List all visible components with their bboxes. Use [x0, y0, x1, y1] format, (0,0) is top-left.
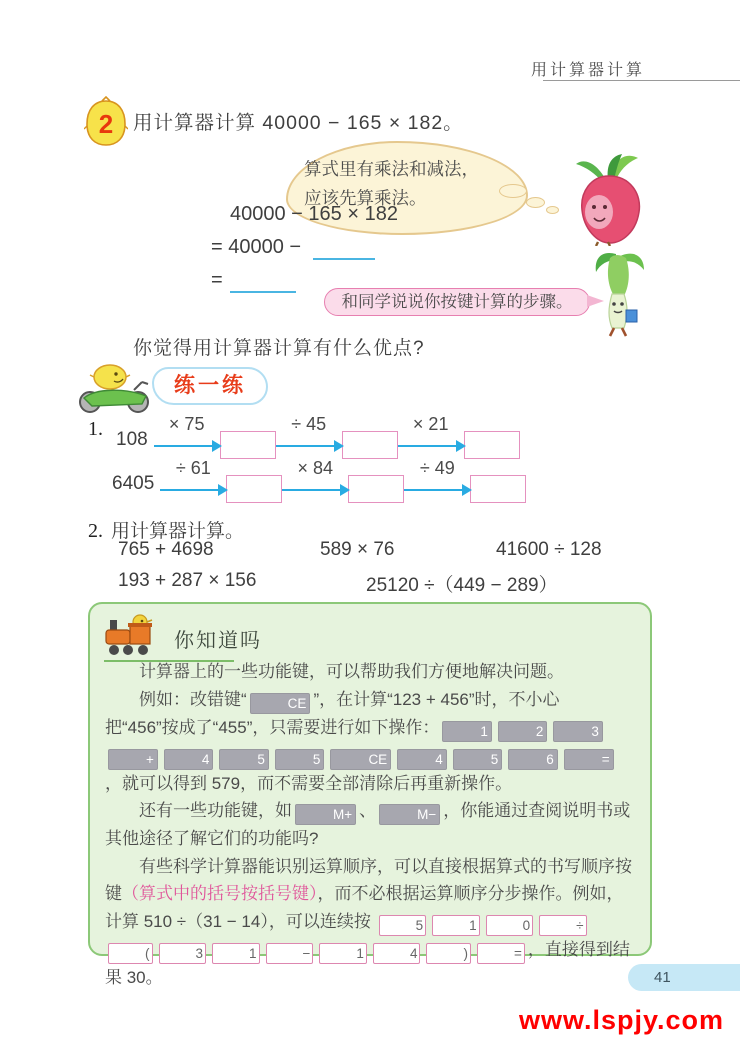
- answer-blank-line[interactable]: [313, 258, 375, 260]
- text-run: 计算器上的一些功能键，可以帮助我们方便地解决问题。: [139, 662, 564, 681]
- paragraph-2: [105, 686, 633, 798]
- flow-arrow: [154, 414, 220, 460]
- flow-row-2: [112, 456, 526, 504]
- work-line-3: =: [211, 269, 223, 291]
- text-run: 有些科学计算器能识别运算顺序，可以直接根据算式的书写顺序按键: [105, 856, 632, 903]
- text-run: ，你能通过查阅说明书或其他途径了解它们的功能吗?: [105, 801, 631, 848]
- exercise-2-title: 用计算器计算。: [111, 521, 245, 542]
- flow-arrow: [282, 458, 348, 504]
- text-run: 例如：改错键“: [139, 689, 247, 709]
- flow-start-value: 108: [116, 429, 148, 450]
- problem-badge: [84, 96, 128, 148]
- text-run: ，而不必根据运算顺序分步操作。例如，计算 510 ÷（31 − 14），可以连续按: [105, 884, 624, 931]
- calc-key-÷: ÷: [539, 915, 586, 936]
- answer-box[interactable]: [342, 431, 398, 459]
- flow-op-label: ÷ 49: [419, 458, 455, 478]
- problem-title: 用计算器计算 40000 − 165 × 182。: [133, 112, 464, 134]
- page-number-pill: [628, 964, 740, 991]
- site-watermark: www.lspjy.com: [518, 1005, 724, 1035]
- exercise-1-number: 1.: [88, 418, 103, 440]
- running-head-rule: [543, 80, 740, 81]
- calc-key-0: 0: [486, 915, 534, 936]
- flow-op-label: × 75: [168, 414, 205, 434]
- answer-box[interactable]: [470, 475, 526, 503]
- paragraph-3: [105, 797, 633, 853]
- calc-key-1: 1: [442, 721, 492, 742]
- calc-key-1: 1: [212, 943, 260, 964]
- calc-key-5: 5: [219, 749, 269, 770]
- train-icon: [102, 612, 164, 660]
- calc-key-2: 2: [498, 721, 548, 742]
- thought-line-2: 应该先算乘法。: [304, 188, 427, 208]
- practice-banner: [152, 367, 268, 405]
- did-you-know-box: [88, 602, 652, 987]
- calc-key-M+: M+: [295, 804, 356, 825]
- expression: 765 + 4698: [118, 539, 214, 560]
- calc-key-M−: M−: [379, 804, 440, 825]
- expression: 41600 ÷ 128: [496, 539, 602, 560]
- exercise-2-number: 2.: [88, 520, 103, 542]
- flow-op-label: ÷ 45: [291, 414, 327, 434]
- speech-text: 和同学说说你按键计算的步骤。: [341, 293, 573, 311]
- flow-arrow: [276, 414, 342, 460]
- calc-key-3: 3: [553, 721, 603, 742]
- calc-key-): ): [426, 943, 471, 964]
- calc-key-CE: CE: [250, 693, 311, 714]
- flow-op-label: × 21: [412, 414, 449, 434]
- answer-box[interactable]: [464, 431, 520, 459]
- flow-op-label: × 84: [297, 458, 334, 478]
- lemon-motorcycle-icon: [76, 360, 156, 414]
- calc-key-6: 6: [508, 749, 558, 770]
- bokchoy-character-icon: [586, 250, 650, 338]
- calc-key-1: 1: [432, 915, 480, 936]
- calc-key-4: 4: [397, 749, 447, 770]
- text-run: 、: [359, 801, 377, 820]
- flow-arrow: [160, 458, 226, 504]
- page-number: 41: [654, 969, 671, 986]
- calc-key-5: 5: [379, 915, 427, 936]
- calc-key-+: +: [108, 749, 158, 770]
- expression: 25120 ÷（449 − 289）: [366, 575, 558, 596]
- paragraph-4: [105, 853, 633, 992]
- work-line-1: 40000 − 165 × 182: [230, 203, 398, 225]
- did-you-know-text: [105, 658, 633, 991]
- flow-arrow: [398, 414, 464, 460]
- speech-bubble: [324, 288, 590, 316]
- answer-box[interactable]: [348, 475, 404, 503]
- flow-arrow: [404, 458, 470, 504]
- thought-dot: [546, 206, 559, 214]
- running-head: 用计算器计算: [530, 62, 645, 79]
- expression: 589 × 76: [320, 539, 395, 560]
- svg-text:2: 2: [98, 109, 114, 139]
- calc-key-=: =: [477, 943, 525, 964]
- text-run: 还有一些功能键，如: [139, 801, 292, 820]
- text-run: （算式中的括号按括号键）: [122, 884, 318, 903]
- text-run: ，直接得到结果 30。: [105, 939, 630, 987]
- calc-key-3: 3: [159, 943, 207, 964]
- thought-line-1: 算式里有乘法和减法，: [304, 159, 479, 179]
- calc-key-(: (: [108, 943, 153, 964]
- calc-key-−: −: [266, 943, 314, 964]
- radish-character-icon: [568, 150, 648, 246]
- text-run: ”，在计算“123 + 456”时，不小心把“456”按成了“455”，只需要进行如下操作：: [105, 689, 560, 737]
- answer-box[interactable]: [226, 475, 282, 503]
- calc-key-5: 5: [275, 749, 325, 770]
- calc-key-5: 5: [453, 749, 503, 770]
- calc-key-=: =: [564, 749, 614, 770]
- work-line-2: = 40000 −: [211, 236, 302, 258]
- expression: 193 + 287 × 156: [118, 570, 257, 591]
- calc-key-1: 1: [319, 943, 367, 964]
- calc-key-4: 4: [164, 749, 214, 770]
- answer-blank-line[interactable]: [230, 291, 296, 293]
- calc-key-4: 4: [373, 943, 421, 964]
- answer-box[interactable]: [220, 431, 276, 459]
- flow-start-value: 6405: [112, 473, 155, 494]
- calc-key-CE: CE: [330, 749, 391, 770]
- question-text: 你觉得用计算器计算有什么优点?: [133, 338, 425, 359]
- text-run: ，就可以得到 579，而不需要全部清除后再重新操作。: [105, 773, 513, 793]
- flow-row-1: [116, 412, 520, 460]
- lemon-badge-icon: [84, 96, 128, 148]
- practice-banner-label: 练一练: [174, 374, 246, 397]
- paragraph-1: [105, 658, 633, 686]
- flow-op-label: ÷ 61: [175, 458, 211, 478]
- thought-dot: [526, 197, 545, 208]
- did-you-know-title: 你知道吗: [174, 630, 262, 652]
- thought-dot: [499, 184, 527, 198]
